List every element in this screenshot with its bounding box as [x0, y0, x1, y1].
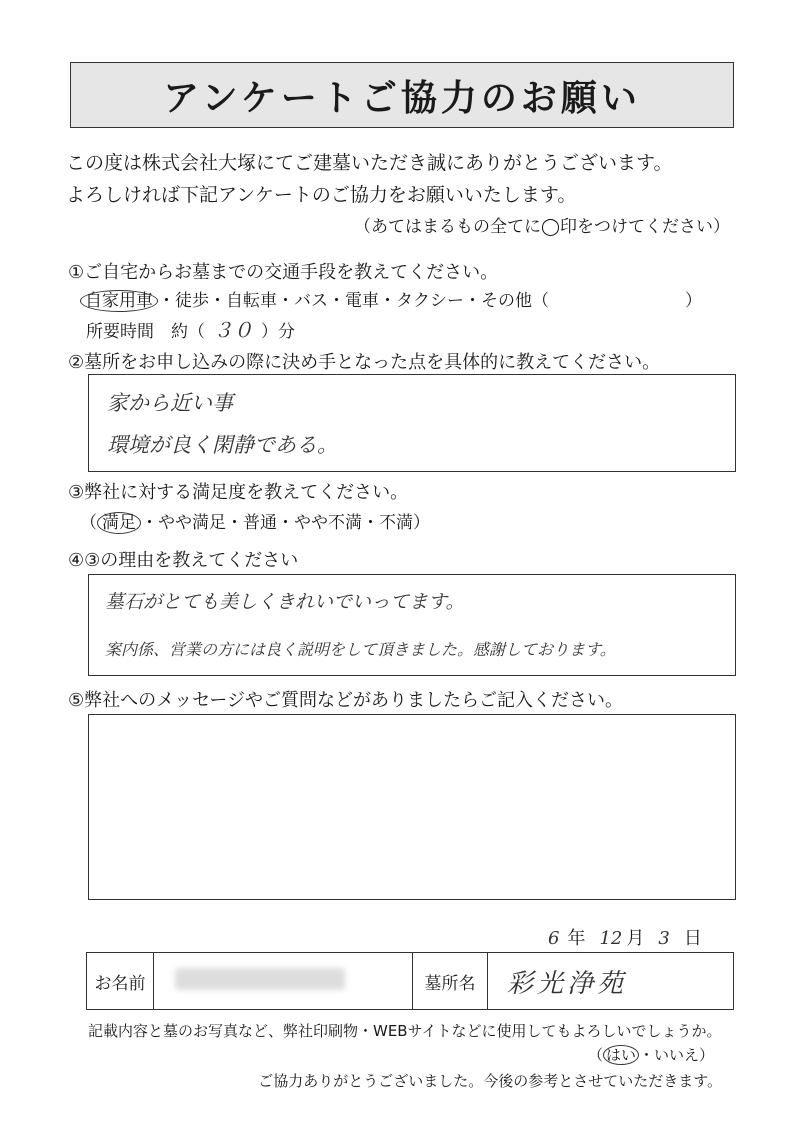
consent-question: 記載内容と墓のお写真など、弊社印刷物・WEBサイトなどに使用してもよろしいでしょうか。 [88, 1022, 722, 1040]
place-value: 彩光浄苑 [507, 968, 628, 999]
date-month[interactable]: 12 [599, 928, 623, 949]
question-3: ③弊社に対する満足度を教えてください。 [68, 482, 409, 503]
q1-time-suffix: ）分 [261, 322, 295, 342]
signature-table [86, 952, 734, 1010]
date-day[interactable]: 3 [658, 928, 670, 949]
thanks-note: ご協力ありがとうございました。今後の参考とさせていただきます。 [258, 1072, 722, 1090]
place-field[interactable] [488, 953, 734, 1010]
q1-selected-option[interactable]: 自家用車 [80, 290, 158, 312]
q1-other-options: ・徒歩・自転車・バス・電車・タクシー・その他（ ） [158, 291, 702, 311]
redacted-name [175, 968, 345, 990]
name-label: お名前 [87, 953, 154, 1010]
q4-answer-line-2: 案内係、営業の方には良く説明をして頂きました。感謝しております。 [105, 640, 616, 659]
date-year[interactable]: 6 [548, 928, 560, 949]
date-month-unit: 月 [626, 928, 645, 949]
q3-selected-option[interactable]: 満足 [97, 512, 141, 534]
q1-travel-time [86, 314, 295, 343]
name-field[interactable] [154, 953, 413, 1010]
page-title: アンケートご協力のお願い [70, 62, 734, 128]
q4-answer-line-1: 墓石がとても美しくきれいでいってます。 [105, 591, 465, 613]
q1-options [80, 286, 702, 311]
q1-time-prefix: 所要時間 約（ [86, 322, 205, 342]
consent-answer [588, 1044, 714, 1065]
q3-open-paren: （ [80, 513, 97, 533]
q1-time-value[interactable]: ３０ [213, 318, 253, 342]
q2-answer-box[interactable] [88, 374, 736, 472]
date-year-unit: 年 [567, 928, 586, 949]
instruction-note: （あてはまるもの全てに◯印をつけてください） [353, 217, 730, 237]
q2-answer-line-2: 環境が良く閑静である。 [107, 433, 338, 457]
question-5: ⑤弊社へのメッセージやご質問などがありましたらご記入ください。 [68, 690, 624, 711]
consent-open-paren: （ [587, 1046, 603, 1064]
intro-line-1: この度は株式会社大塚にてご建墓いただき誠にありがとうございます。 [66, 152, 673, 174]
consent-no[interactable]: ・いいえ） [638, 1046, 714, 1064]
q5-answer-box[interactable] [88, 714, 736, 900]
consent-yes[interactable]: はい [603, 1045, 639, 1065]
place-label: 墓所名 [413, 953, 488, 1010]
survey-date [548, 924, 702, 950]
question-1: ①ご自宅からお墓までの交通手段を教えてください。 [68, 262, 499, 283]
q3-options [80, 508, 430, 533]
date-day-unit: 日 [683, 928, 702, 949]
question-4: ④③の理由を教えてください [68, 550, 299, 571]
q4-answer-box[interactable] [88, 574, 736, 676]
question-2: ②墓所をお申し込みの際に決め手となった点を具体的に教えてください。 [68, 352, 661, 373]
q3-other-options: ・やや満足・普通・やや不満・不満） [141, 513, 430, 533]
intro-line-2: よろしければ下記アンケートのご協力をお願いいたします。 [66, 184, 577, 206]
q2-answer-line-1: 家から近い事 [107, 391, 233, 415]
